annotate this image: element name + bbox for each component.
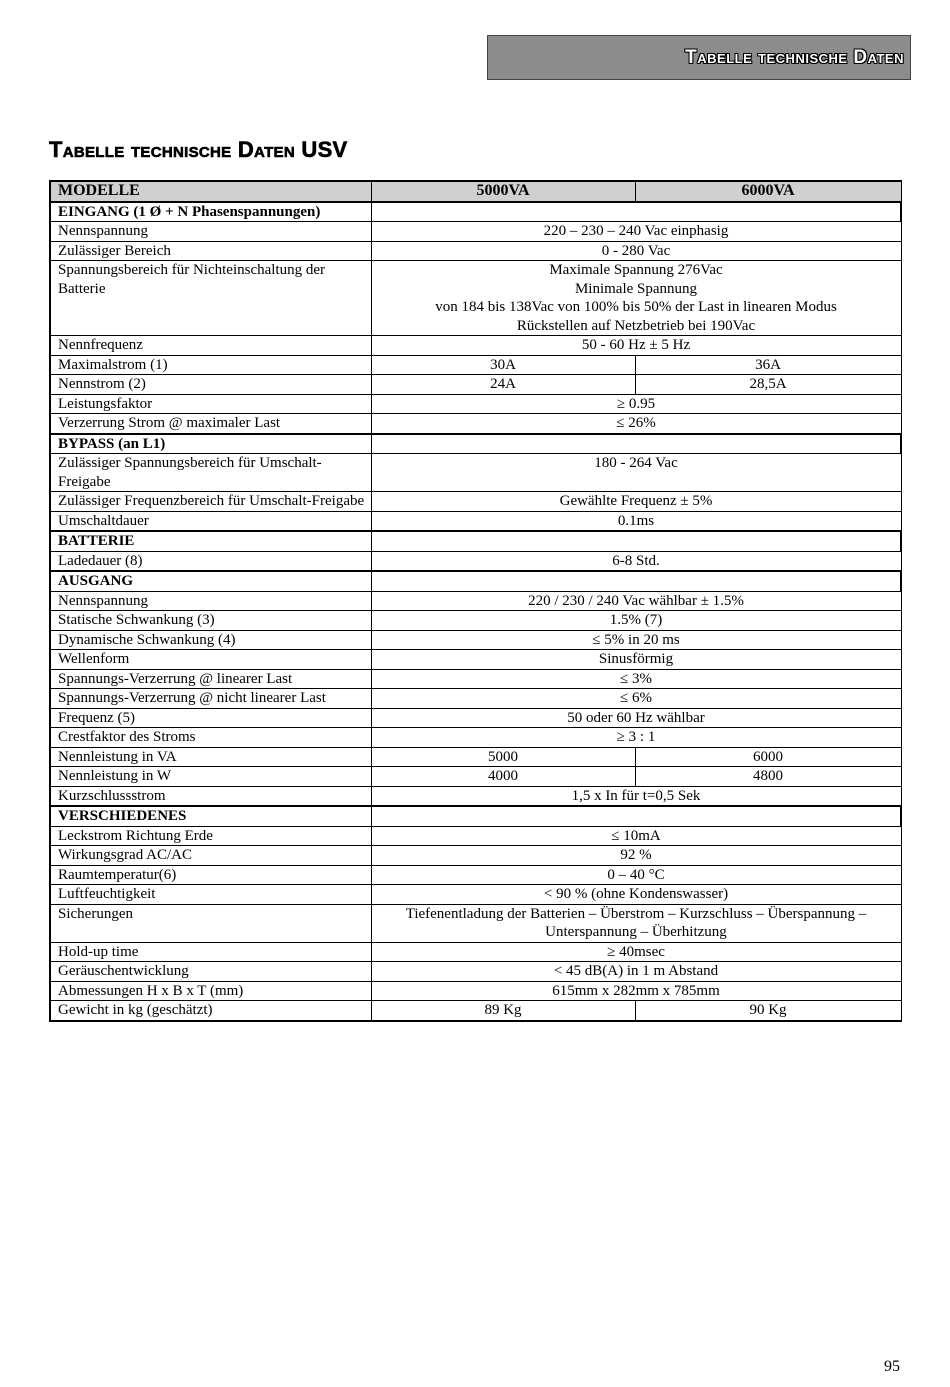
- section-empty-cell: [371, 571, 901, 591]
- table-row: [50, 394, 901, 414]
- value-line: Minimale Spannung: [574, 280, 698, 297]
- value-6000va: 28,5A: [635, 375, 901, 395]
- value-6000va: 90 Kg: [635, 1001, 901, 1021]
- section-empty-cell: [371, 202, 901, 222]
- row-label: Ladedauer (8): [50, 551, 371, 571]
- value-shared: 180 - 264 Vac: [371, 454, 901, 492]
- value-shared: < 45 dB(A) in 1 m Abstand: [371, 962, 901, 982]
- table-row: [50, 942, 901, 962]
- column-header-6000va: 6000VA: [635, 181, 901, 202]
- section-empty-cell: [371, 806, 901, 826]
- row-label: Leistungsfaktor: [50, 394, 371, 414]
- row-label: Nennspannung: [50, 222, 371, 242]
- section-empty-cell: [371, 531, 901, 551]
- value-5000va: 24A: [371, 375, 635, 395]
- value-line: Rückstellen auf Netzbetrieb bei 190Vac: [516, 317, 756, 334]
- row-label: Verzerrung Strom @ maximaler Last: [50, 414, 371, 434]
- table-row: [50, 375, 901, 395]
- section-banner-text: Tabelle technische Daten: [685, 46, 904, 68]
- table-row: [50, 669, 901, 689]
- value-shared: 0 – 40 °C: [371, 865, 901, 885]
- value-shared: ≤ 6%: [371, 689, 901, 709]
- value-shared: 220 / 230 / 240 Vac wählbar ± 1.5%: [371, 591, 901, 611]
- value-shared: ≤ 3%: [371, 669, 901, 689]
- value-5000va: 30A: [371, 355, 635, 375]
- row-label: Wellenform: [50, 650, 371, 670]
- section-row: [50, 531, 901, 551]
- table-row: [50, 591, 901, 611]
- row-label: Wirkungsgrad AC/AC: [50, 846, 371, 866]
- row-label: Zulässiger Bereich: [50, 241, 371, 261]
- section-label: BYPASS (an L1): [50, 434, 371, 454]
- value-shared: 50 oder 60 Hz wählbar: [371, 708, 901, 728]
- value-line: Maximale Spannung 276Vac: [549, 262, 723, 278]
- section-label: BATTERIE: [50, 531, 371, 551]
- spec-table: [49, 180, 902, 1022]
- row-label: Spannungs-Verzerrung @ nicht linearer Last: [50, 689, 371, 709]
- table-row: [50, 962, 901, 982]
- section-label: VERSCHIEDENES: [50, 806, 371, 826]
- value-shared: ≥ 40msec: [371, 942, 901, 962]
- table-row: [50, 454, 901, 492]
- value-shared: < 90 % (ohne Kondenswasser): [371, 885, 901, 905]
- section-label: EINGANG (1 Ø + N Phasenspannungen): [50, 202, 371, 222]
- row-label: Hold-up time: [50, 942, 371, 962]
- table-row: [50, 767, 901, 787]
- row-label: Nennfrequenz: [50, 336, 371, 356]
- row-label: Geräuschentwicklung: [50, 962, 371, 982]
- row-label: Maximalstrom (1): [50, 355, 371, 375]
- column-header-models: MODELLE: [50, 181, 371, 202]
- row-label: Leckstrom Richtung Erde: [50, 826, 371, 846]
- table-header-row: [50, 181, 901, 202]
- table-row: [50, 708, 901, 728]
- section-label: AUSGANG: [50, 571, 371, 591]
- row-label: Zulässiger Frequenzbereich für Umschalt-Freigabe: [50, 492, 371, 512]
- table-row: [50, 747, 901, 767]
- table-row: [50, 611, 901, 631]
- value-shared: 6-8 Std.: [371, 551, 901, 571]
- section-row: [50, 202, 901, 222]
- table-row: [50, 261, 901, 336]
- table-row: [50, 728, 901, 748]
- value-6000va: 36A: [635, 355, 901, 375]
- row-label: Spannungsbereich für Nichteinschaltung der Batterie: [50, 261, 371, 336]
- row-label: Umschaltdauer: [50, 511, 371, 531]
- table-row: [50, 846, 901, 866]
- row-label: Raumtemperatur(6): [50, 865, 371, 885]
- value-shared: 0.1ms: [371, 511, 901, 531]
- table-row: [50, 650, 901, 670]
- row-label: Nennspannung: [50, 591, 371, 611]
- value-shared: ≤ 26%: [371, 414, 901, 434]
- table-row: [50, 786, 901, 806]
- value-shared: ≤ 5% in 20 ms: [371, 630, 901, 650]
- table-row: [50, 981, 901, 1001]
- table-row: [50, 551, 901, 571]
- column-header-5000va: 5000VA: [371, 181, 635, 202]
- value-5000va: 5000: [371, 747, 635, 767]
- section-row: [50, 806, 901, 826]
- value-shared: ≥ 3 : 1: [371, 728, 901, 748]
- row-label: Gewicht in kg (geschätzt): [50, 1001, 371, 1021]
- value-shared: 1,5 x In für t=0,5 Sek: [371, 786, 901, 806]
- table-row: [50, 492, 901, 512]
- table-row: [50, 414, 901, 434]
- table-row: [50, 865, 901, 885]
- value-shared: 0 - 280 Vac: [371, 241, 901, 261]
- row-label: Kurzschlussstrom: [50, 786, 371, 806]
- value-multiline: [371, 261, 901, 336]
- section-empty-cell: [371, 434, 901, 454]
- table-row: [50, 885, 901, 905]
- value-6000va: 6000: [635, 747, 901, 767]
- row-label: Nennstrom (2): [50, 375, 371, 395]
- table-row: [50, 630, 901, 650]
- row-label: Luftfeuchtigkeit: [50, 885, 371, 905]
- row-label: Sicherungen: [50, 904, 371, 942]
- table-row: [50, 826, 901, 846]
- table-row: [50, 355, 901, 375]
- value-shared: ≥ 0.95: [371, 394, 901, 414]
- row-label: Spannungs-Verzerrung @ linearer Last: [50, 669, 371, 689]
- table-row: [50, 241, 901, 261]
- value-shared: 92 %: [371, 846, 901, 866]
- value-shared: 50 - 60 Hz ± 5 Hz: [371, 336, 901, 356]
- value-shared: Gewählte Frequenz ± 5%: [371, 492, 901, 512]
- row-label: Nennleistung in W: [50, 767, 371, 787]
- value-shared: ≤ 10mA: [371, 826, 901, 846]
- value-5000va: 89 Kg: [371, 1001, 635, 1021]
- value-shared: 1.5% (7): [371, 611, 901, 631]
- value-shared: Tiefenentladung der Batterien – Überstrom – Kurzschluss – Überspannung – Unterspannung – Überhitzung: [371, 904, 901, 942]
- table-row: [50, 1001, 901, 1021]
- table-row: [50, 689, 901, 709]
- value-shared: Sinusförmig: [371, 650, 901, 670]
- section-banner: [487, 35, 911, 80]
- row-label: Abmessungen H x B x T (mm): [50, 981, 371, 1001]
- row-label: Crestfaktor des Stroms: [50, 728, 371, 748]
- table-row: [50, 222, 901, 242]
- value-shared: 615mm x 282mm x 785mm: [371, 981, 901, 1001]
- section-row: [50, 434, 901, 454]
- value-line: von 184 bis 138Vac von 100% bis 50% der Last in linearen Modus: [435, 299, 837, 315]
- row-label: Nennleistung in VA: [50, 747, 371, 767]
- table-row: [50, 511, 901, 531]
- spec-table-body: [50, 202, 901, 1021]
- value-5000va: 4000: [371, 767, 635, 787]
- value-shared: 220 – 230 – 240 Vac einphasig: [371, 222, 901, 242]
- value-6000va: 4800: [635, 767, 901, 787]
- page-title: Tabelle technische Daten USV: [49, 137, 348, 162]
- row-label: Statische Schwankung (3): [50, 611, 371, 631]
- row-label: Frequenz (5): [50, 708, 371, 728]
- section-row: [50, 571, 901, 591]
- row-label: Dynamische Schwankung (4): [50, 630, 371, 650]
- page-number: 95: [884, 1358, 900, 1375]
- table-row: [50, 904, 901, 942]
- table-row: [50, 336, 901, 356]
- row-label: Zulässiger Spannungsbereich für Umschalt-Freigabe: [50, 454, 371, 492]
